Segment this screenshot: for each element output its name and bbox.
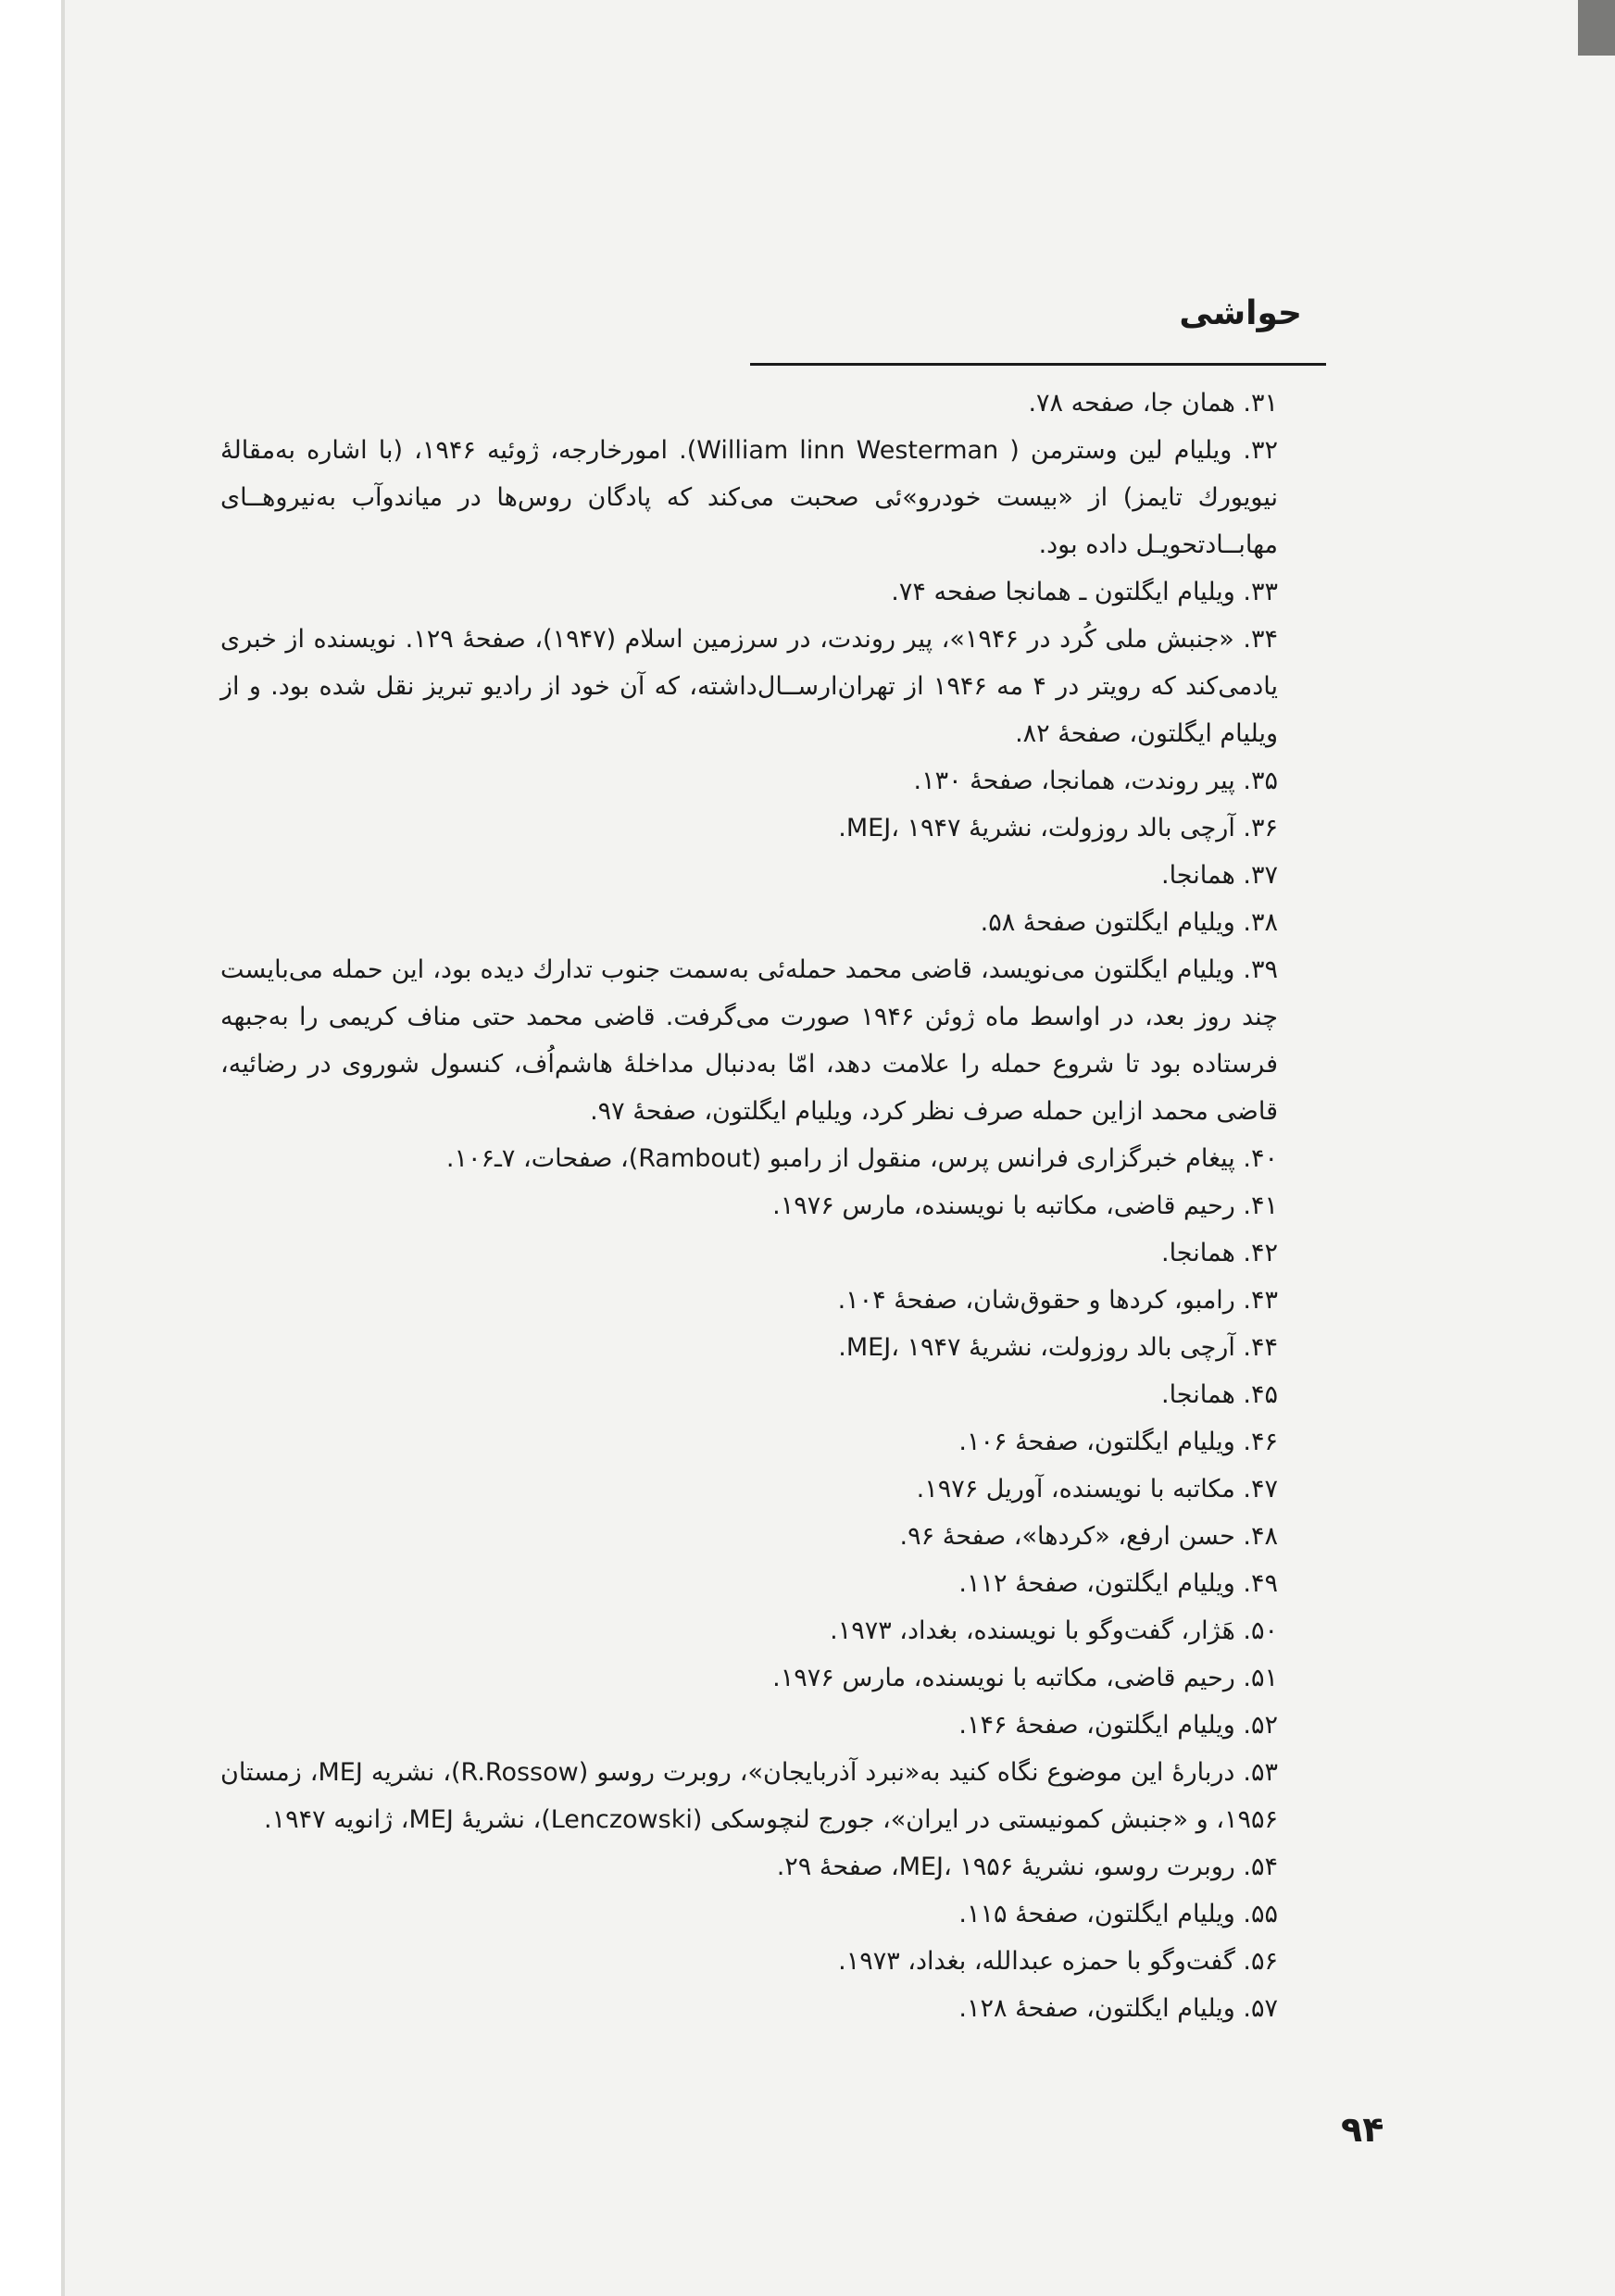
footnote-54: ۵۴. روبرت روسو، نشریهٔ MEJ، ۱۹۵۶، صفحهٔ ۲۹. bbox=[776, 1853, 1278, 1881]
footnote-39: ۳۹. ویلیام ایگلتون می‌نویسد، قاضی محمد حمله‌ئی به‌سمت جنوب تدارك دیده بود، این حمله می‌بایست چند روز بعد، در اواسط ماه ژوئن ۱۹۴۶ صورت می‌گرفت. قاضی محمد حتی مناف کریمی را به‌جبهه فرستاده بود تا شروع حمله را علامت دهد، امّا به‌دنبال مداخلهٔ هاشم‌اُف، کنسول شوروی در رضائیه، قاضی محمد ازاین حمله صرف نظر کرد، ویلیام ایگلتون، صفحهٔ ۹۷. bbox=[220, 955, 1278, 1126]
footnote-48: ۴۸. حسن ارفع، «کردها»، صفحهٔ ۹۶. bbox=[899, 1522, 1278, 1551]
page-number: ۹۴ bbox=[1341, 2109, 1384, 2150]
footnote-36: ۳۶. آرچی بالد روزولت، نشریهٔ MEJ، ۱۹۴۷. bbox=[838, 814, 1278, 842]
scan-corner-shadow bbox=[1578, 0, 1615, 56]
footnote-47: ۴۷. مکاتبه با نویسنده، آوریل ۱۹۷۶. bbox=[916, 1475, 1278, 1504]
footnote-51: ۵۱. رحیم قاضی، مکاتبه با نویسنده، مارس ۱۹۷۶. bbox=[772, 1664, 1278, 1692]
footnote-37: ۳۷. همانجا. bbox=[1160, 861, 1278, 890]
footnote-34: ۳۴. «جنبش ملی کُرد در ۱۹۴۶»، پیر روندت، در سرزمین اسلام (۱۹۴۷)، صفحهٔ ۱۲۹. نویسنده از خبری یادمی‌کند که رویتر در ۴ مه ۱۹۴۶ از تهران‌ارســال‌داشته، که آن خود از رادیو تبریز نقل شده بود. و از ویلیام ایگلتون، صفحهٔ ۸۲. bbox=[220, 625, 1278, 748]
footnote-32: ۳۲. ویلیام لین وسترمن ( William linn Westerman). امورخارجه، ژوئیه ۱۹۴۶، (با اشاره به‌مقالهٔ نیویورك تایمز) از «بیست خودرو»ئی صحبت می‌کند که پادگان روس‌ها در میاندوآب به‌نیروهــای مهابــادتحویـل داده بود. bbox=[220, 436, 1278, 559]
footnote-57: ۵۷. ویلیام ایگلتون، صفحهٔ ۱۲۸. bbox=[958, 1994, 1278, 2023]
footnote-42: ۴۲. همانجا. bbox=[1160, 1239, 1278, 1267]
footnote-38: ۳۸. ویلیام ایگلتون صفحهٔ ۵۸. bbox=[980, 908, 1278, 937]
footnote-46: ۴۶. ویلیام ایگلتون، صفحهٔ ۱۰۶. bbox=[958, 1428, 1278, 1456]
footnotes-list bbox=[220, 380, 1278, 2032]
footnote-44: ۴۴. آرچی بالد روزولت، نشریهٔ MEJ، ۱۹۴۷. bbox=[838, 1333, 1278, 1362]
footnote-52: ۵۲. ویلیام ایگلتون، صفحهٔ ۱۴۶. bbox=[958, 1711, 1278, 1740]
footnote-31: ۳۱. همان جا، صفحه ۷۸. bbox=[1028, 389, 1278, 418]
footnote-43: ۴۳. رامبو، کردها و حقوق‌شان، صفحهٔ ۱۰۴. bbox=[837, 1286, 1278, 1315]
section-header: حواشی bbox=[1179, 294, 1302, 332]
footnote-40: ۴۰. پیغام خبرگزاری فرانس پرس، منقول از رامبو (Rambout)، صفحات، ۷ـ۱۰۶. bbox=[445, 1144, 1278, 1173]
footnote-53: ۵۳. دربارهٔ این موضوع نگاه کنید به«نبرد آذربایجان»، روبرت روسو (R.Rossow)، نشریه MEJ، زمستان ۱۹۵۶، و «جنبش کمونیستی در ایران»، جورج لنچوسکی (Lenczowski)، نشریهٔ MEJ، ژانویه ۱۹۴۷. bbox=[220, 1758, 1278, 1834]
footnote-41: ۴۱. رحیم قاضی، مکاتبه با نویسنده، مارس ۱۹۷۶. bbox=[772, 1192, 1278, 1220]
footnote-35: ۳۵. پیر روندت، همانجا، صفحهٔ ۱۳۰. bbox=[913, 767, 1278, 795]
footnote-55: ۵۵. ویلیام ایگلتون، صفحهٔ ۱۱۵. bbox=[958, 1900, 1278, 1928]
footnote-56: ۵۶. گفت‌وگو با حمزه عبدالله، بغداد، ۱۹۷۳. bbox=[838, 1947, 1278, 1976]
footnote-45: ۴۵. همانجا. bbox=[1160, 1380, 1278, 1409]
footnote-49: ۴۹. ویلیام ایگلتون، صفحهٔ ۱۱۲. bbox=[958, 1569, 1278, 1598]
footnote-50: ۵۰. هَژار، گفت‌وگو با نویسنده، بغداد، ۱۹۷۳. bbox=[830, 1616, 1278, 1645]
footnote-33: ۳۳. ویلیام ایگلتون ـ همانجا صفحه ۷۴. bbox=[891, 578, 1278, 606]
header-rule bbox=[750, 363, 1326, 366]
